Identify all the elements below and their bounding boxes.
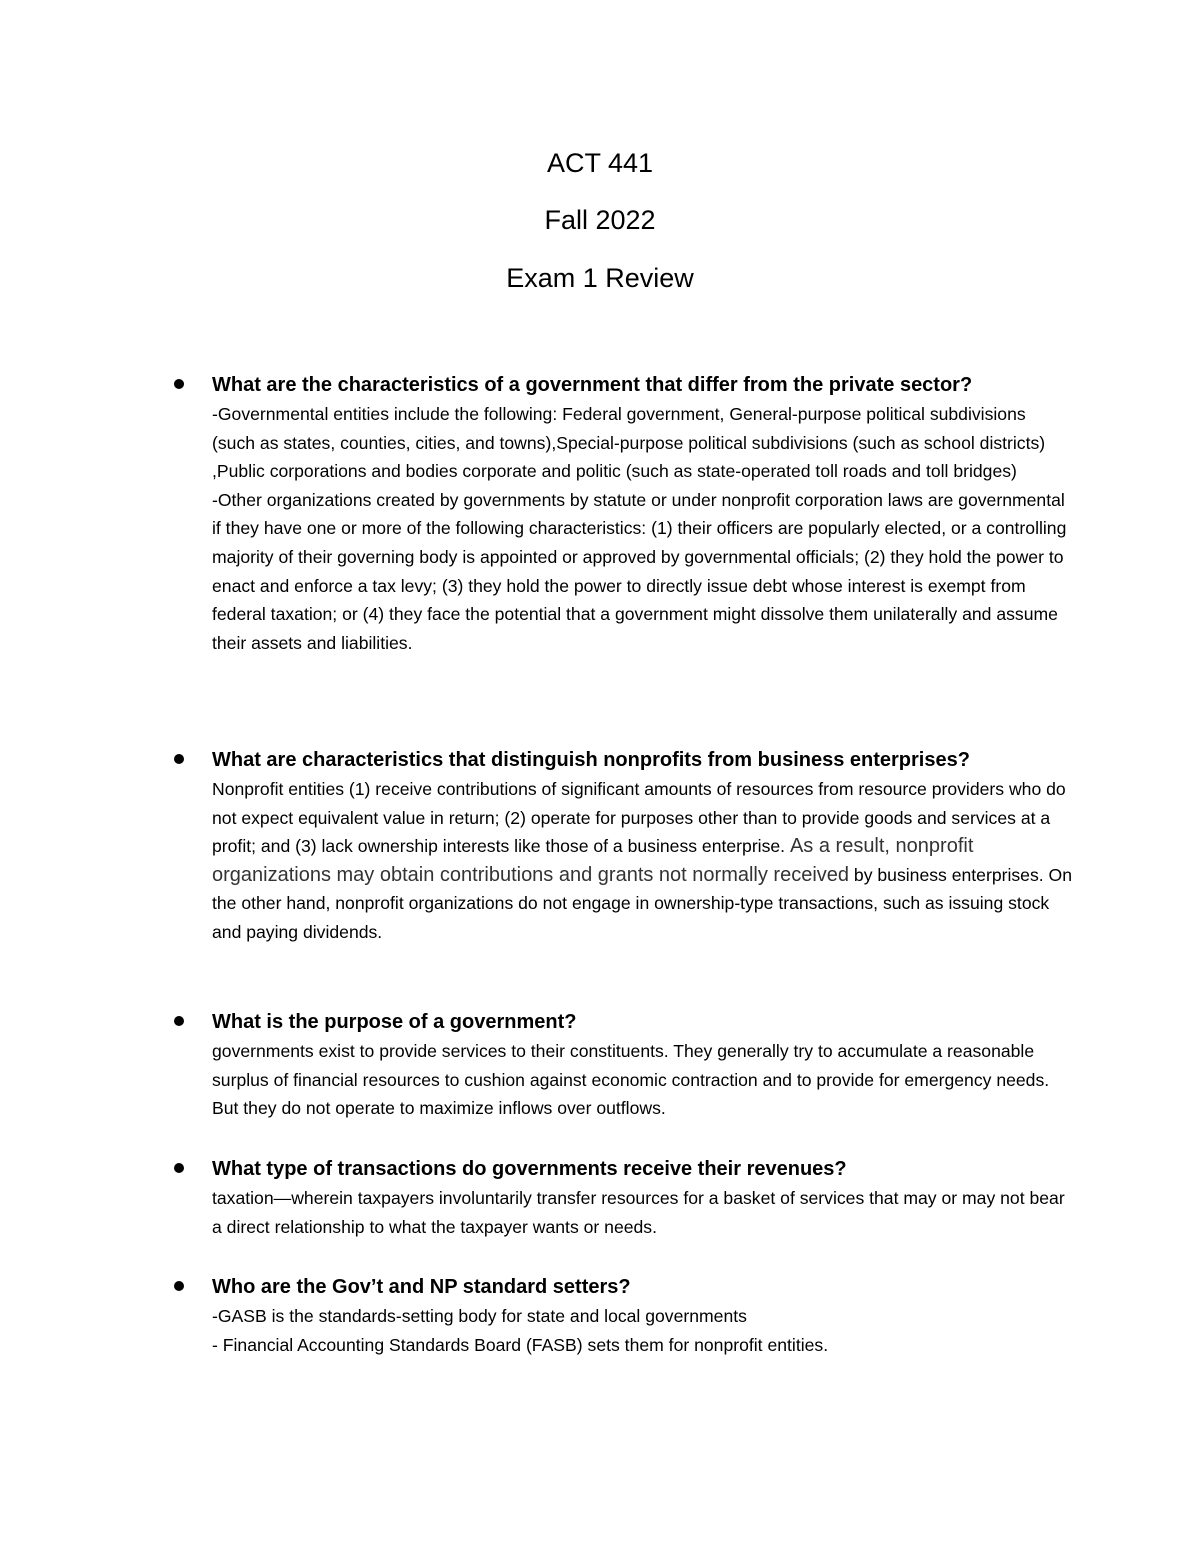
answer-text-part: by business enterprises. On the other hand, nonprofit organizations do not engage in ownership-type transactions, such as issuing stock and paying dividends. xyxy=(212,864,1072,942)
question-heading: What type of transactions do governments receive their revenues? xyxy=(212,1158,847,1180)
bullet-icon xyxy=(174,1281,184,1291)
review-item-standard-setters xyxy=(212,1273,1072,1359)
review-item-government-purpose xyxy=(212,1008,1072,1123)
answer-text-enlarged: As a result, nonprofit organizations may obtain contributions and grants not normally received xyxy=(212,835,974,886)
answer-paragraph: -Other organizations created by governments by statute or under nonprofit corporation laws are governmental if they have one or more of the following characteristics: (1) their officers are popularly elected, or a controlling majority of their governing body is appointed or approved by governmental officials; (2) they hold the power to enact and enforce a tax levy; (3) they hold the power to directly issue debt whose interest is exempt from federal taxation; or (4) they face the potential that a government might dissolve them unilaterally and assume their assets and liabilities. xyxy=(212,489,1067,653)
question-heading: What are the characteristics of a government that differ from the private sector? xyxy=(212,374,973,396)
bullet-icon xyxy=(174,1163,184,1173)
answer-text xyxy=(212,400,1072,657)
course-title: ACT 441 xyxy=(546,148,654,178)
answer-text xyxy=(212,1302,1072,1359)
answer-paragraph: -Governmental entities include the following: Federal government, General-purpose political subdivisions (such as states, counties, cities, and towns),Special-purpose political subdivisions (such as school districts) ,Public corporations and bodies corporate and politic (such as state-operated toll roads and toll bridges) xyxy=(212,404,1046,482)
bullet-icon xyxy=(174,1016,184,1026)
answer-text: taxation—wherein taxpayers involuntarily transfer resources for a basket of services that may or may not bear a direct relationship to what the taxpayer wants or needs. xyxy=(212,1188,1065,1237)
question-heading: What is the purpose of a government? xyxy=(212,1011,577,1033)
review-item-government-characteristics xyxy=(212,371,1072,657)
answer-text: governments exist to provide services to their constituents. They generally try to accumulate a reasonable surplus of financial resources to cushion against economic contraction and to provide for emergency needs. But they do not operate to maximize inflows over outflows. xyxy=(212,1041,1050,1119)
term-label: Fall 2022 xyxy=(544,205,656,235)
question-heading: What are characteristics that distinguish nonprofits from business enterprises? xyxy=(212,749,970,771)
bullet-icon xyxy=(174,379,184,389)
review-item-revenue-transactions xyxy=(212,1155,1072,1241)
answer-paragraph: - Financial Accounting Standards Board (FASB) sets them for nonprofit entities. xyxy=(212,1334,829,1355)
answer-paragraph: -GASB is the standards-setting body for state and local governments xyxy=(212,1306,747,1326)
bullet-icon xyxy=(174,754,184,764)
question-heading: Who are the Gov’t and NP standard setters? xyxy=(212,1276,631,1298)
answer-text xyxy=(212,775,1072,947)
review-item-nonprofit-characteristics xyxy=(212,746,1072,947)
answer-text-part: Nonprofit entities (1) receive contributions of significant amounts of resources from resource providers who do not expect equivalent value in return; (2) operate for purposes other than to provide goods and services at a profit; and (3) lack ownership interests like those of a business enterprise. xyxy=(212,779,1066,857)
document-title: Exam 1 Review xyxy=(506,263,694,293)
